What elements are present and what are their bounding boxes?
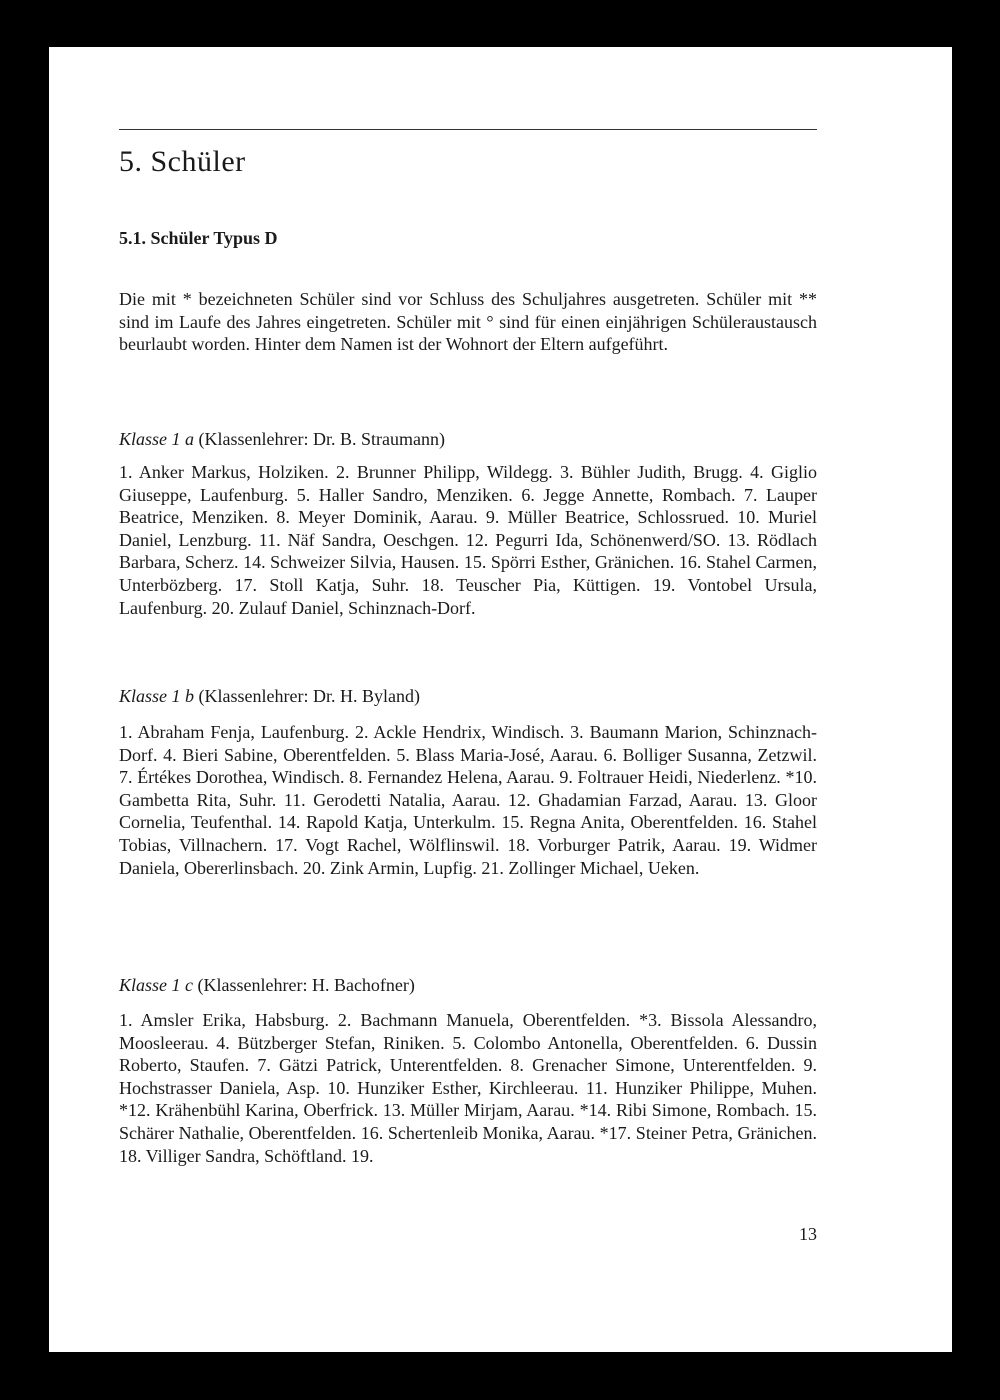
- document-page: [49, 47, 952, 1352]
- chapter-title: 5. Schüler: [119, 145, 246, 178]
- class-1c-teacher: (Klassenlehrer: H. Bachofner): [197, 975, 415, 995]
- class-1c-heading: [119, 973, 415, 997]
- class-1c-students: 1. Amsler Erika, Habsburg. 2. Bachmann Manuela, Oberentfelden. *3. Bissola Alessandro, Moosleerau. 4. Bützberger Stefan, Riniken. 5. Colombo Antonella, Oberentfelden. 6. Dussin Roberto, Staufen. 7. Gätzi Patrick, Unterentfelden. 8. Grenacher Simone, Unterentfelden. 9. Hochstrasser Daniela, Asp. 10. Hunziker Esther, Kirchleerau. 11. Hunziker Philippe, Muhen. *12. Krähenbühl Karina, Oberfrick. 13. Müller Mirjam, Aarau. *14. Ribi Simone, Rombach. 15. Schärer Nathalie, Oberentfelden. 16. Schertenleib Monika, Aarau. *17. Steiner Petra, Gränichen. 18. Villiger Sandra, Schöftland. 19.: [119, 1010, 817, 1166]
- class-1a-teacher: (Klassenlehrer: Dr. B. Straumann): [198, 429, 445, 449]
- class-1b-teacher: (Klassenlehrer: Dr. H. Byland): [198, 686, 420, 706]
- page-number: 13: [799, 1224, 817, 1244]
- class-1b-heading: [119, 684, 420, 708]
- section-title: 5.1. Schüler Typus D: [119, 228, 278, 248]
- header-rule: [119, 129, 817, 130]
- class-1b-students: 1. Abraham Fenja, Laufenburg. 2. Ackle Hendrix, Windisch. 3. Baumann Marion, Schinznach-Dorf. 4. Bieri Sabine, Oberentfelden. 5. Blass Maria-José, Aarau. 6. Bolliger Susanna, Zetzwil. 7. Értékes Dorothea, Windisch. 8. Fernandez Helena, Aarau. 9. Foltrauer Heidi, Niederlenz. *10. Gambetta Rita, Suhr. 11. Gerodetti Natalia, Aarau. 12. Ghadamian Farzad, Aarau. 13. Gloor Cornelia, Teufenthal. 14. Rapold Katja, Unterkulm. 15. Regna Anita, Oberentfelden. 16. Stahel Tobias, Villnachern. 17. Vogt Rachel, Wölflinswil. 18. Vorburger Patrik, Aarau. 19. Widmer Daniela, Obererlinsbach. 20. Zink Armin, Lupfig. 21. Zollinger Michael, Ueken.: [119, 722, 817, 878]
- class-1a-label: Klasse 1 a: [119, 429, 195, 449]
- class-1a-heading: [119, 427, 445, 451]
- intro-paragraph: Die mit * bezeichneten Schüler sind vor Schluss des Schuljahres ausgetreten. Schüler mit ** sind im Laufe des Jahres eingetreten. Schüler mit ° sind für einen einjährigen Schüleraustausch beurlaubt worden. Hinter dem Namen ist der Wohnort der Eltern aufgeführt.: [119, 289, 817, 355]
- class-1c-label: Klasse 1 c: [119, 975, 193, 995]
- class-1b-label: Klasse 1 b: [119, 686, 195, 706]
- class-1a-students: 1. Anker Markus, Holziken. 2. Brunner Philipp, Wildegg. 3. Bühler Judith, Brugg. 4. Giglio Giuseppe, Laufenburg. 5. Haller Sandro, Menziken. 6. Jegge Annette, Rombach. 7. Lauper Beatrice, Menziken. 8. Meyer Dominik, Aarau. 9. Müller Beatrice, Schlossrued. 10. Muriel Daniel, Lenzburg. 11. Näf Sandra, Oeschgen. 12. Pegurri Ida, Schönenwerd/SO. 13. Rödlach Barbara, Scherz. 14. Schweizer Silvia, Hausen. 15. Spörri Esther, Gränichen. 16. Stahel Carmen, Unterbözberg. 17. Stoll Katja, Suhr. 18. Teuscher Pia, Küttigen. 19. Vontobel Ursula, Laufenburg. 20. Zulauf Daniel, Schinznach-Dorf.: [119, 462, 817, 618]
